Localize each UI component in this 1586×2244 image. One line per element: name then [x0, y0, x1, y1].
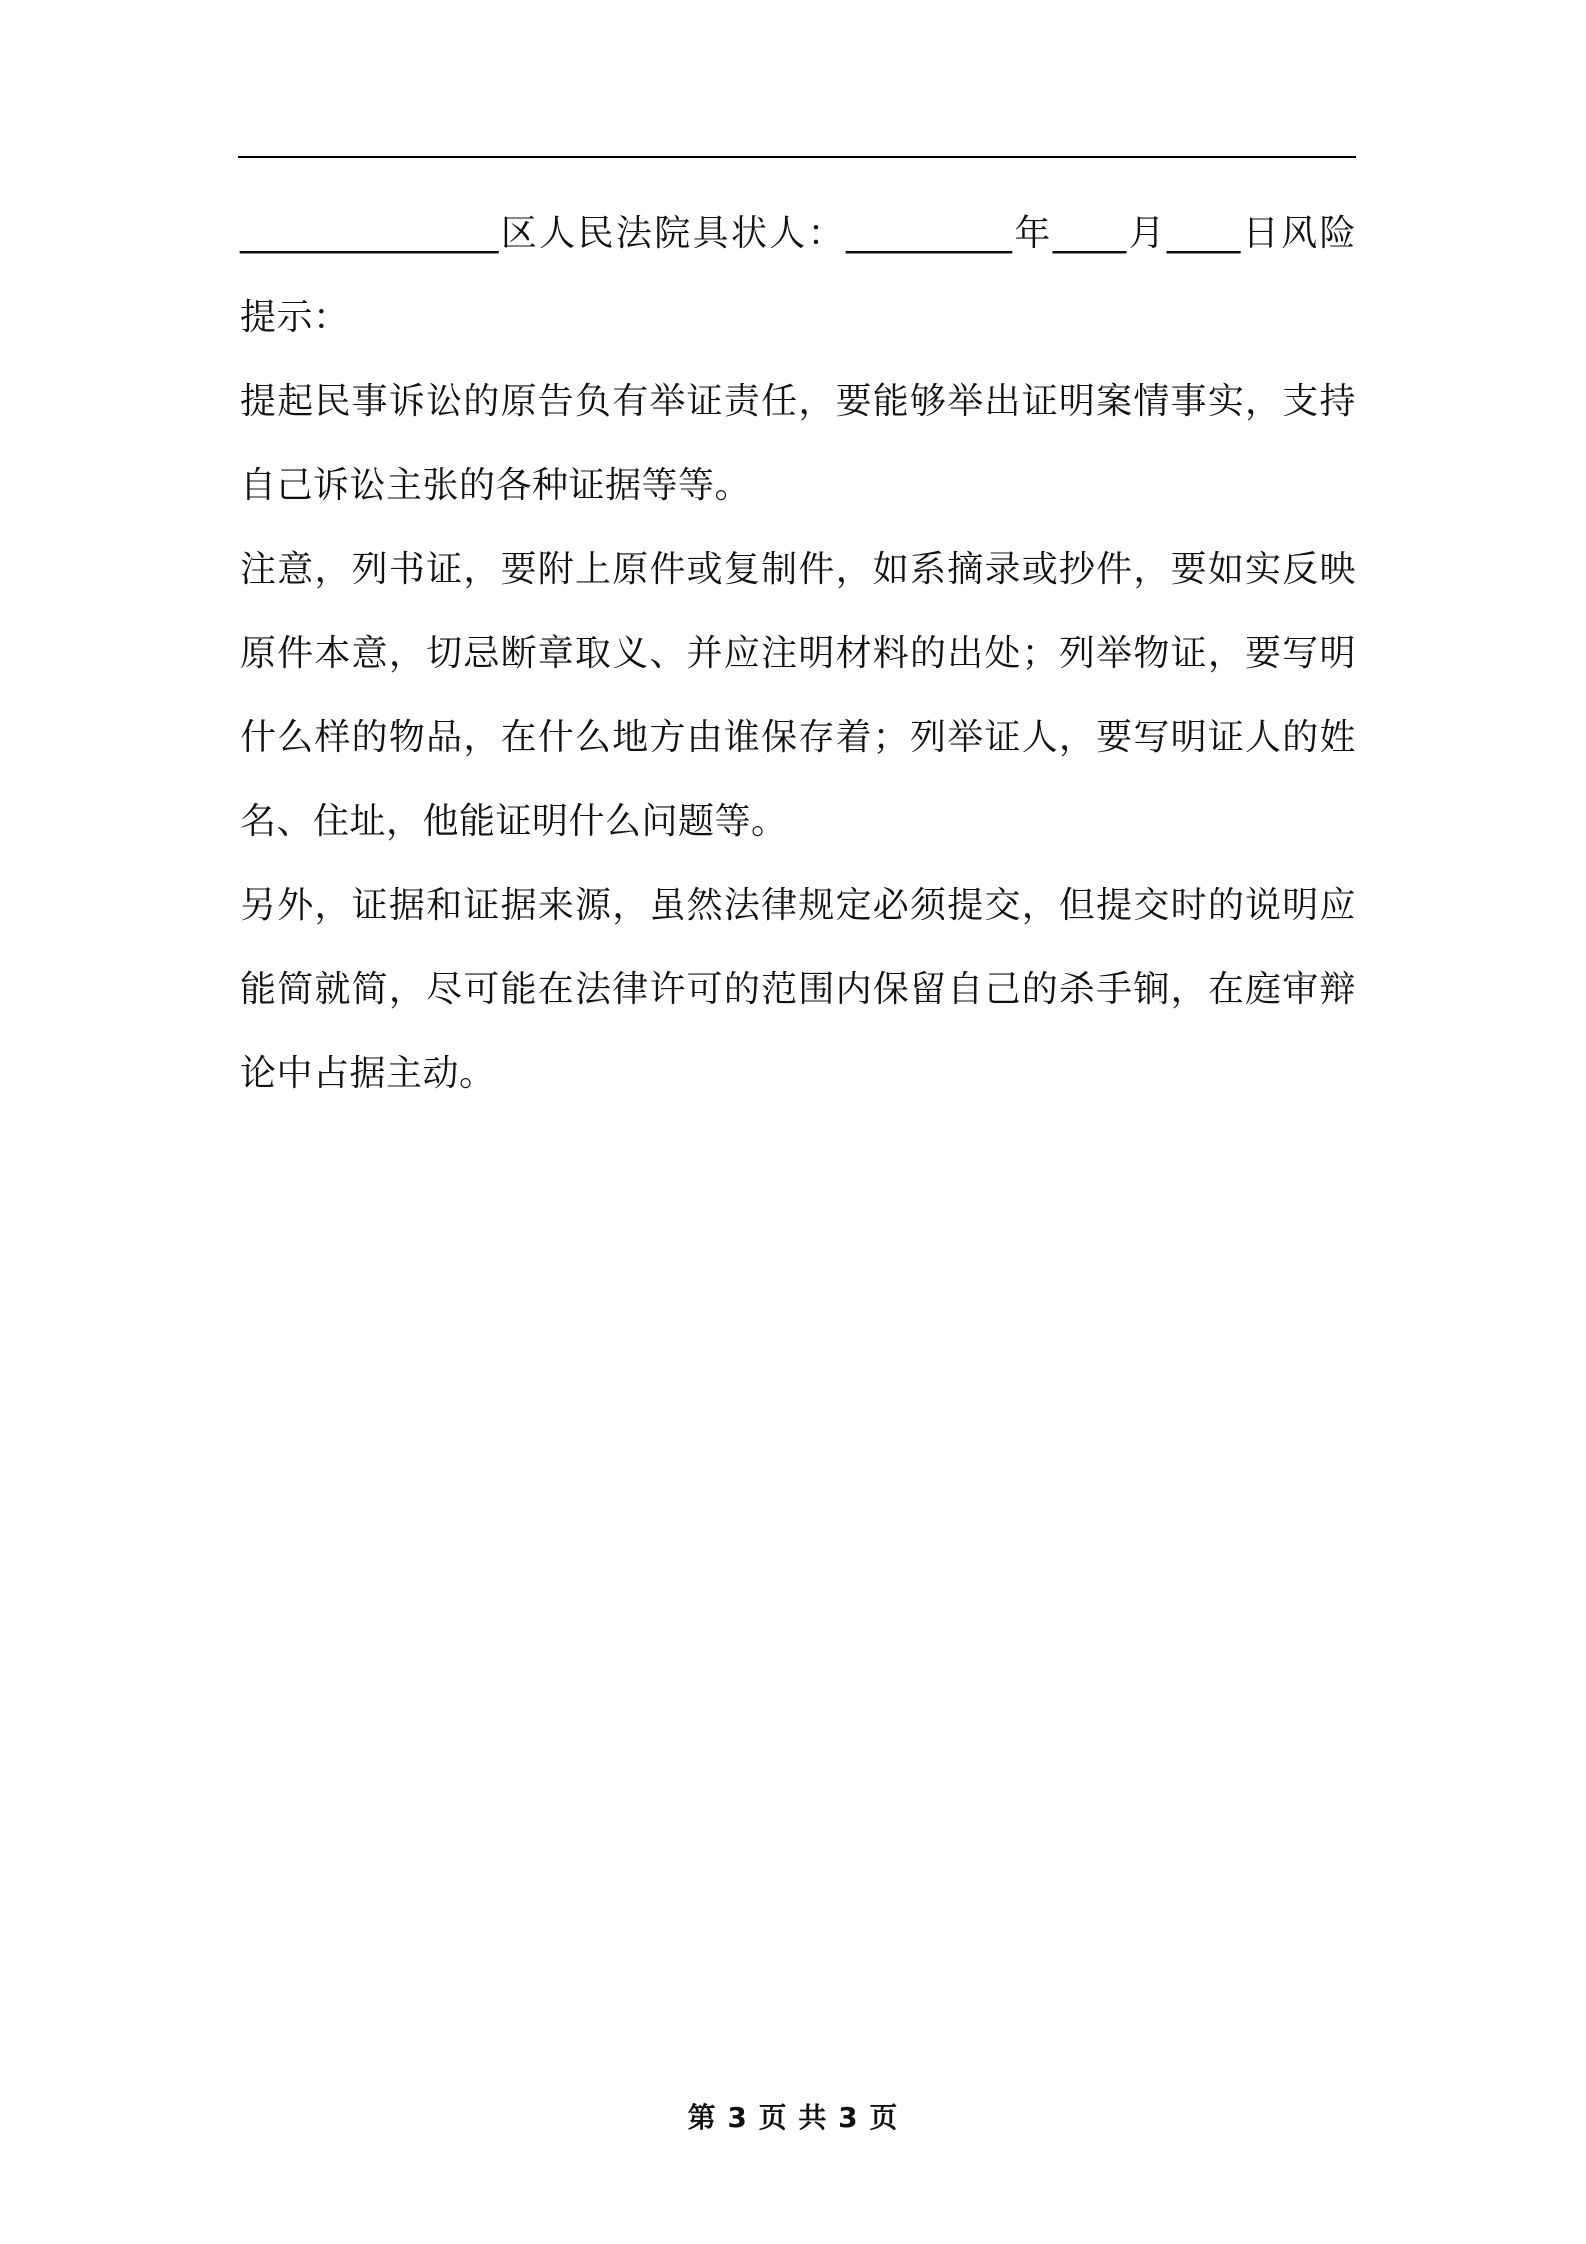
header-divider: [238, 156, 1356, 158]
risk-heading: 风险提示：: [240, 213, 1356, 338]
document-body: [240, 192, 1356, 1116]
page-number-footer: 第 3 页 共 3 页: [687, 2101, 899, 2134]
paragraph-evidence-notes: 注意，列书证，要附上原件或复制件，如系摘录或抄件，要如实反映原件本意，切忌断章取义、并应注明材料的出处；列举物证，要写明什么样的物品，在什么地方由谁保存着；列举证人，要写明证人的姓名、住址，他能证明什么问题等。: [240, 549, 1356, 842]
signature-line: ______________区人民法院具状人：_________年____月____日: [240, 213, 1282, 254]
paragraph-burden-of-proof: 提起民事诉讼的原告负有举证责任，要能够举出证明案情事实，支持自己诉讼主张的各种证据等等。: [240, 381, 1356, 506]
paragraph-evidence-strategy: 另外，证据和证据来源，虽然法律规定必须提交，但提交时的说明应能简就简，尽可能在法律许可的范围内保留自己的杀手锏，在庭审辩论中占据主动。: [240, 885, 1356, 1094]
signature-and-risk-heading: [240, 192, 1356, 360]
